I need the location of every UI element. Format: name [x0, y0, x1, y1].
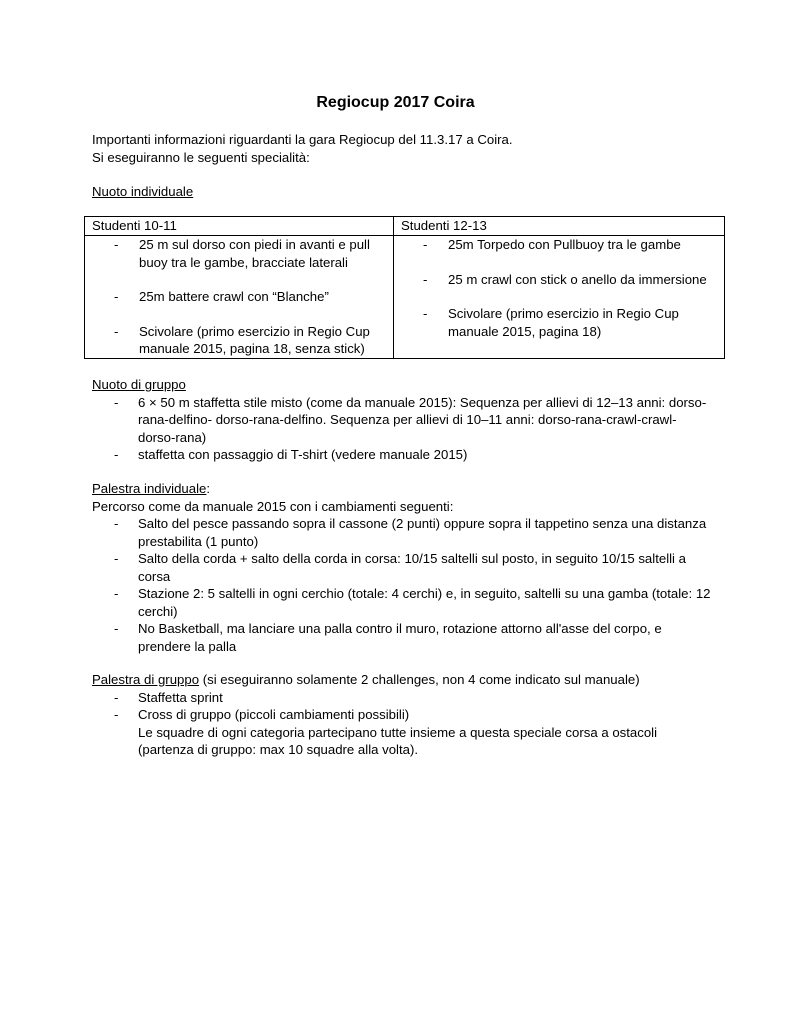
- list-palestra-gruppo: [92, 689, 712, 759]
- bullet-dash: -: [114, 707, 119, 722]
- bullet-dash: -: [114, 689, 119, 705]
- section-palestra-individuale: [92, 480, 712, 655]
- table-header-studenti-12-13: Studenti 12-13: [394, 217, 725, 236]
- section-heading-palestra-gruppo: Palestra di gruppo (si eseguiranno solamente 2 challenges, non 4 come indicato sul manuale): [92, 672, 640, 687]
- bullet-dash: -: [114, 394, 119, 410]
- list-item: - Cross di gruppo (piccoli cambiamenti possibili) Le squadre di ogni categoria partecipano tutte insieme a questa speciale corsa a ostacoli (partenza di gruppo: max 10 squadre alla volta).: [114, 707, 658, 757]
- list-item: - Salto del pesce passando sopra il cassone (2 punti) oppure sopra il tappetino senza una distanza prestabilita (1 punto): [114, 516, 707, 549]
- nuoto-individuale-table: [84, 216, 725, 359]
- list-item: - Scivolare (primo esercizio in Regio Cup manuale 2015, pagina 18): [423, 306, 679, 339]
- list-item: - 25m Torpedo con Pullbuoy tra le gambe: [423, 237, 681, 252]
- bullet-dash: -: [114, 621, 119, 636]
- list-item: - 25 m crawl con stick o anello da immersione: [423, 271, 707, 287]
- bullet-dash: -: [114, 237, 119, 252]
- section-palestra-gruppo: [92, 671, 712, 759]
- table-cell-studenti-10-11: [85, 236, 394, 359]
- section-nuoto-gruppo: [92, 376, 712, 464]
- list-item: - Scivolare (primo esercizio in Regio Cup manuale 2015, pagina 18, senza stick): [114, 323, 370, 356]
- bullet-dash: -: [114, 323, 119, 339]
- section-heading-palestra-individuale: Palestra individuale:: [92, 481, 211, 496]
- intro-line-1: Importanti informazioni riguardanti la gara Regiocup del 11.3.17 a Coira.: [92, 132, 513, 147]
- list-item: - Stazione 2: 5 saltelli in ogni cerchio (totale: 4 cerchi) e, in seguito, saltelli su una gamba (totale: 12 cerchi): [114, 586, 711, 619]
- list-10-11: [92, 236, 386, 358]
- list-item: - No Basketball, ma lanciare una palla contro il muro, rotazione attorno all'asse del corpo, e prendere la palla: [114, 621, 662, 654]
- list-item: - 6 × 50 m staffetta stile misto (come da manuale 2015): Sequenza per allievi di 12–13 anni: dorso-rana-delfino- dorso-rana-delfino. Sequenza per allievi di 10–11 anni: dorso-rana-crawl-crawl-dorso-rana): [114, 394, 707, 445]
- bullet-dash: -: [114, 289, 119, 304]
- list-item: - Salto della corda + salto della corda in corsa: 10/15 saltelli sul posto, in seguito 10/15 saltelli a corsa: [114, 551, 686, 584]
- intro-line-2: Si eseguiranno le seguenti specialità:: [92, 150, 310, 165]
- document-title: Regiocup 2017 Coira: [316, 94, 475, 111]
- section-heading-nuoto-individuale: Nuoto individuale: [92, 184, 194, 199]
- list-item: - 25m battere crawl con “Blanche”: [114, 289, 329, 304]
- bullet-dash: -: [114, 551, 119, 566]
- list-item: - 25 m sul dorso con piedi in avanti e pull buoy tra le gambe, bracciate laterali: [114, 237, 370, 270]
- table-header-studenti-10-11: Studenti 10-11: [85, 217, 394, 236]
- palestra-individuale-intro: Percorso come da manuale 2015 con i cambiamenti seguenti:: [92, 498, 454, 514]
- bullet-dash: -: [114, 516, 119, 531]
- list-nuoto-gruppo: [92, 394, 712, 464]
- list-item: - staffetta con passaggio di T-shirt (vedere manuale 2015): [114, 447, 468, 462]
- bullet-dash: -: [114, 447, 119, 462]
- bullet-dash: -: [114, 586, 119, 601]
- list-palestra-individuale: [92, 515, 712, 655]
- bullet-dash: -: [423, 271, 428, 287]
- bullet-dash: -: [423, 306, 428, 321]
- list-item: - Staffetta sprint: [114, 689, 223, 705]
- palestra-gruppo-note: Le squadre di ogni categoria partecipano tutte insieme a questa speciale corsa a ostacoli (partenza di gruppo: max 10 squadre alla volta).: [138, 724, 658, 757]
- table-cell-studenti-12-13: [394, 236, 725, 359]
- section-heading-nuoto-gruppo: Nuoto di gruppo: [92, 377, 186, 392]
- bullet-dash: -: [423, 237, 428, 252]
- list-12-13: [401, 236, 717, 340]
